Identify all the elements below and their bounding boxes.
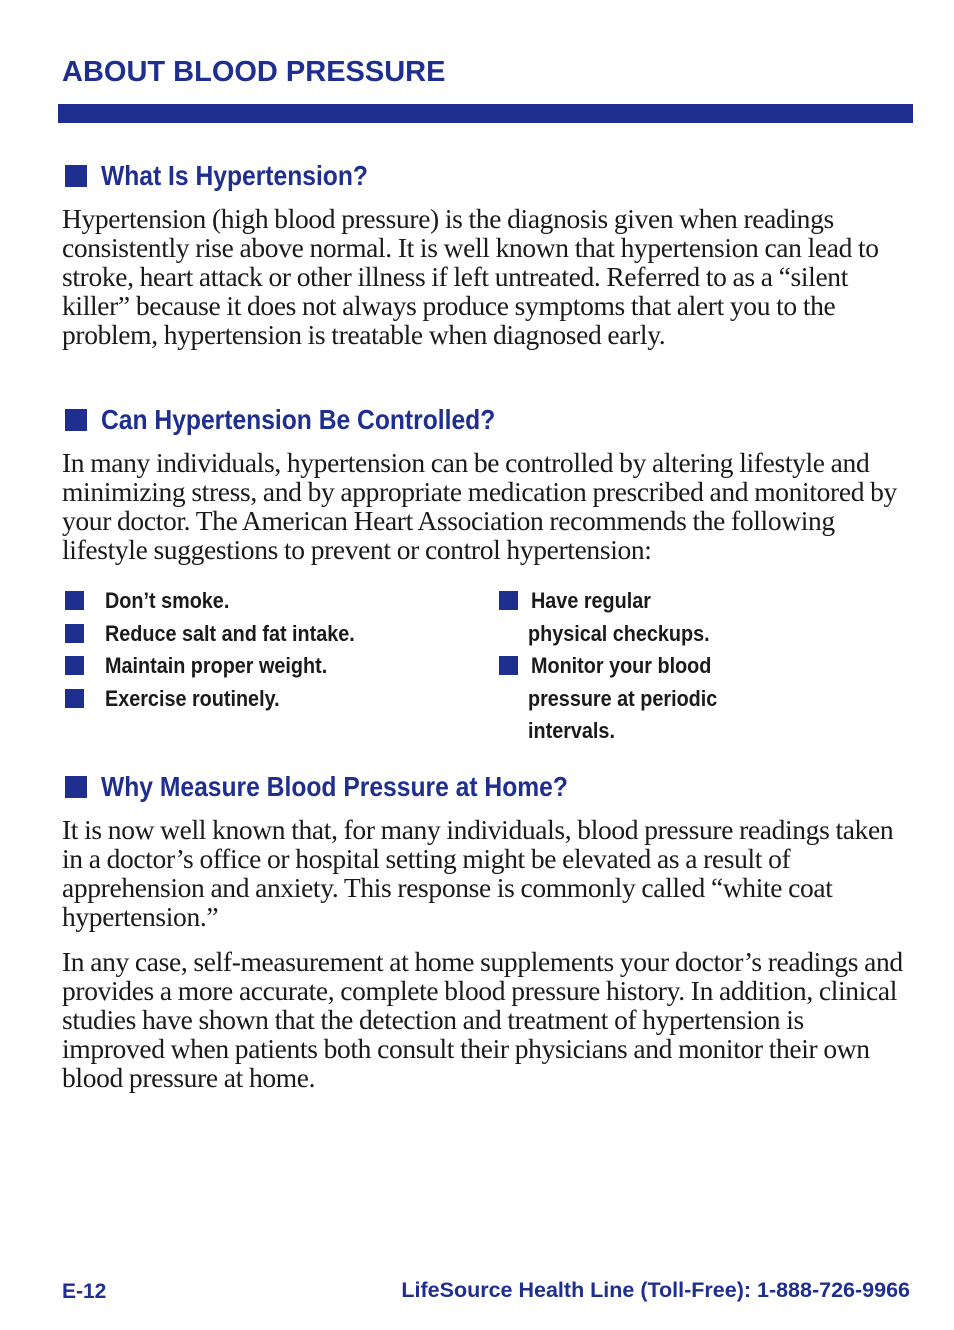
section-paragraph: In any case, self-measurement at home supplements your doctor’s readings and provides a more accurate, complete blood pressure history. In addition, clinical studies have shown that the detection and treatment of hypertension is improved when patients both consult their physicians and monitor their own blood pressure at home. (62, 946, 903, 1093)
list-item (498, 650, 738, 748)
section-paragraph: Hypertension (high blood pressure) is the diagnosis given when readings consistently rise above normal. It is well known that hypertension can lead to stroke, heart attack or other illness if left untreated. Referred to as a “silent killer” because it does not always produce symptoms that alert you to the problem, hypertension is treatable when diagnosed early. (62, 203, 879, 350)
section-what-is-hypertension (62, 160, 912, 349)
square-bullet-icon (65, 624, 84, 643)
square-bullet-icon (65, 591, 84, 610)
section-heading (62, 160, 912, 192)
list-item-text-continued: intervals. (528, 718, 615, 743)
list-item-text-continued: pressure at periodic (528, 685, 718, 711)
list-item (62, 683, 383, 716)
section-paragraph: It is now well known that, for many individuals, blood pressure readings taken in a doctor’s office or hospital setting might be elevated as a result of apprehension and anxiety. This response is commonly called “white coat hypertension.” (62, 814, 894, 932)
title-divider-bar (58, 104, 913, 123)
list-item-text: Reduce salt and fat intake. (105, 620, 355, 646)
square-bullet-icon (499, 656, 518, 675)
section-heading-text: Why Measure Blood Pressure at Home? (101, 771, 568, 802)
section-why-measure-at-home (62, 771, 912, 1092)
square-bullet-icon (65, 689, 84, 708)
section-can-hypertension-be-controlled (62, 404, 912, 564)
page-title: ABOUT BLOOD PRESSURE (62, 56, 446, 88)
tips-column-right (498, 585, 738, 748)
lifestyle-tips-list (62, 585, 912, 745)
list-item (498, 585, 738, 650)
square-bullet-icon (65, 409, 87, 431)
page-number: E-12 (62, 1280, 107, 1303)
list-item-text: Don’t smoke. (105, 588, 230, 613)
list-item-text: Have regular (531, 588, 651, 613)
list-item (62, 585, 383, 618)
list-item (62, 650, 383, 683)
section-heading (62, 404, 912, 436)
square-bullet-icon (65, 165, 87, 187)
helpline-text: LifeSource Health Line (Toll-Free): 1-888-726-9966 (401, 1278, 910, 1302)
section-paragraph: In many individuals, hypertension can be controlled by altering lifestyle and minimizing stress, and by appropriate medication prescribed and monitored by your doctor. The American Heart Association recommends the following lifestyle suggestions to prevent or control hypertension: (62, 447, 897, 565)
square-bullet-icon (65, 776, 87, 798)
list-item-text: Maintain proper weight. (105, 653, 328, 678)
tips-column-left (62, 585, 383, 715)
section-heading-text: What Is Hypertension? (101, 160, 368, 191)
list-item-text-continued: physical checkups. (528, 620, 710, 646)
square-bullet-icon (499, 591, 518, 610)
square-bullet-icon (65, 656, 84, 675)
list-item (62, 618, 383, 651)
section-heading (62, 771, 912, 803)
section-heading-text: Can Hypertension Be Controlled? (101, 404, 496, 435)
list-item-text: Monitor your blood (531, 653, 712, 678)
list-item-text: Exercise routinely. (105, 685, 280, 711)
